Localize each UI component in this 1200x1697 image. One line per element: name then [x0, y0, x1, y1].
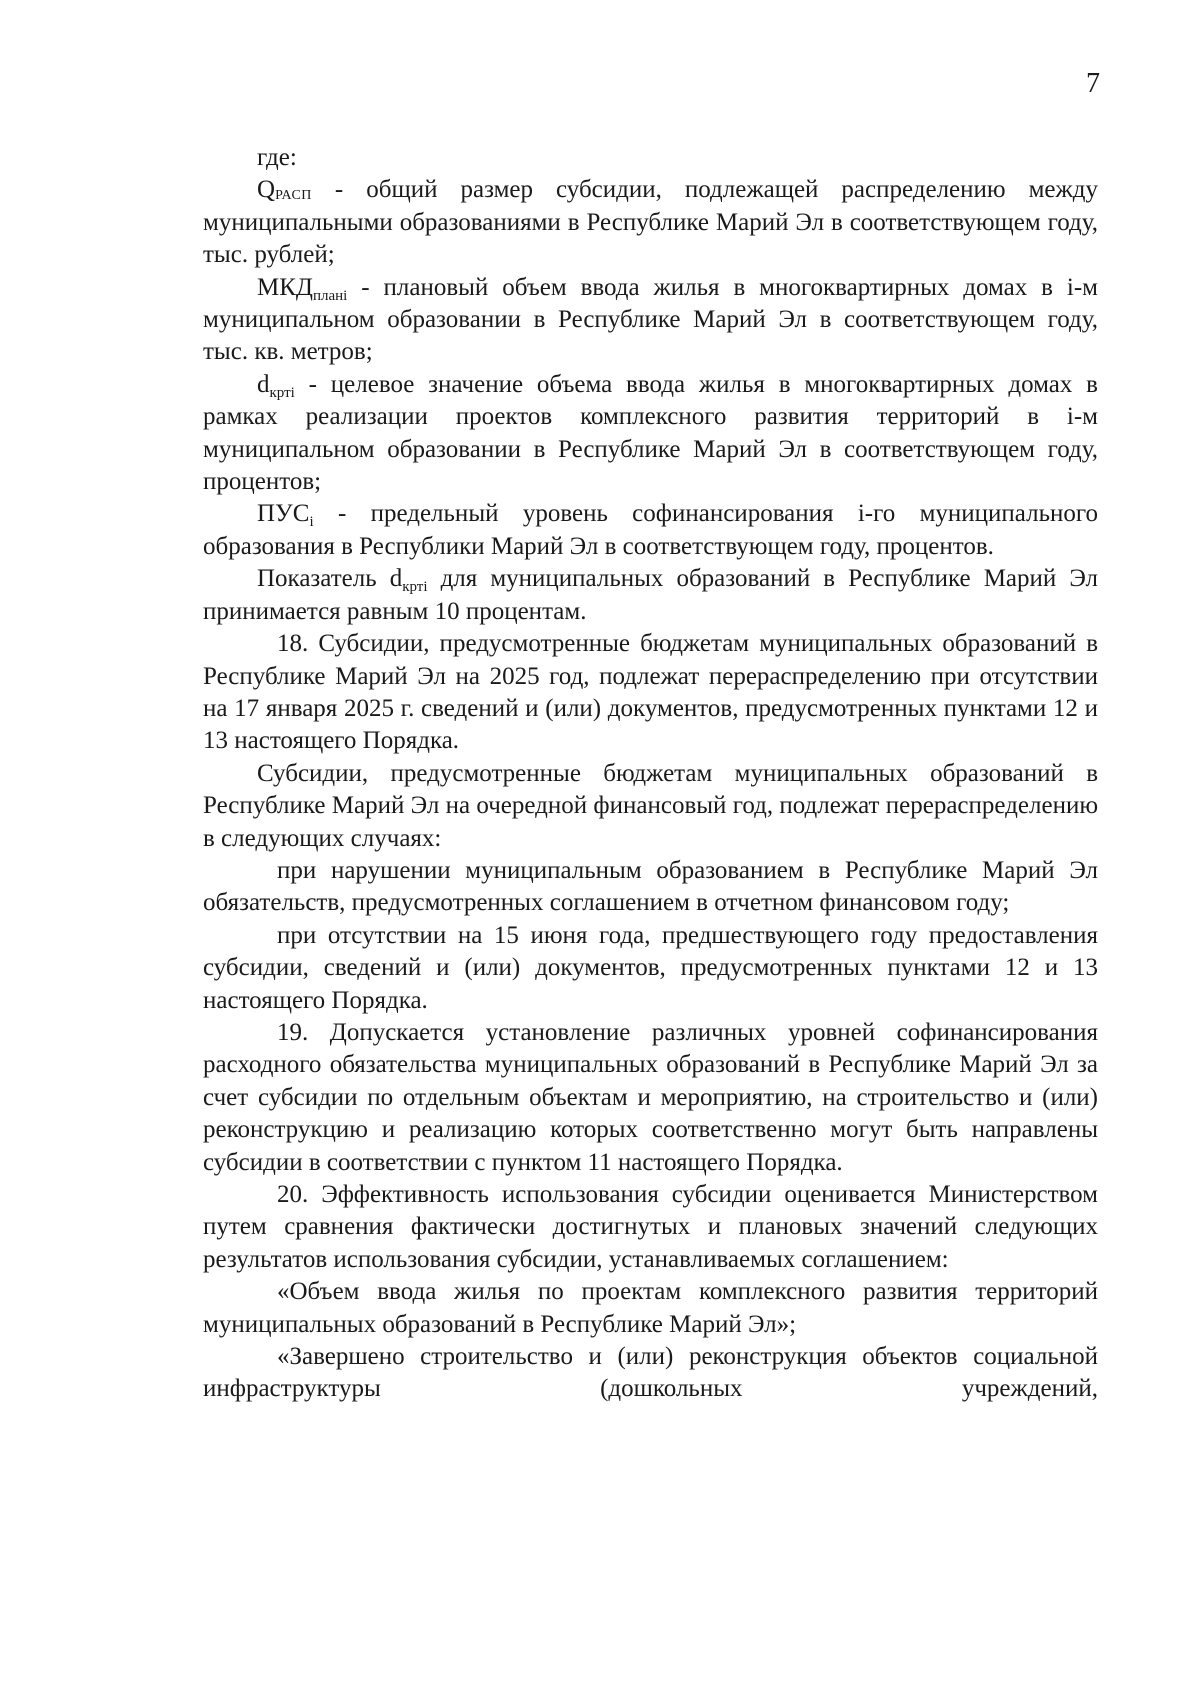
definition-subscript: кртi [269, 384, 295, 401]
definition-subscript: РАСП [275, 188, 312, 204]
indicator-paragraph [203, 563, 1098, 628]
definition-symbol: d [257, 370, 270, 398]
indicator-pre: Показатель d [257, 565, 403, 593]
result-indicator-housing: «Объем ввода жилья по проектам комплексного развития территорий муниципальных образований в Республике Марий Эл»; [203, 1278, 1098, 1338]
indicator-subscript: кртi [402, 579, 428, 596]
result-indicator-infrastructure: «Завершено строительство и (или) реконструкция объектов социальной инфраструктуры (дошкольных учреждений, [203, 1343, 1098, 1403]
paragraph-18-case-absence: при отсутствии на 15 июня года, предшествующего году предоставления субсидии, сведений и (или) документов, предусмотренных пунктами 12 и 13 настоящего Порядка. [203, 921, 1098, 1014]
definition-symbol: ПУС [257, 500, 310, 528]
definition-text: - плановый объем ввода жилья в многоквартирных домах в i-м муниципальном образовании в Республике Марий Эл в соответствующем году, тыс. кв. метров; [203, 273, 1098, 366]
definition-pus [203, 498, 1098, 563]
definition-subscript: планi [312, 287, 348, 304]
definition-text: - предельный уровень софинансирования i-го муниципального образования в Республики Марий Эл в соответствующем году, процентов. [203, 500, 1098, 560]
indicator-post: для муниципальных образований в Республике Марий Эл принимается равным 10 процентам. [203, 565, 1098, 625]
paragraph-20: 20. Эффективность использования субсидии оценивается Министерством путем сравнения фактически достигнутых и плановых значений следующих результатов использования субсидии, устанавливаемых соглашением: [203, 1181, 1098, 1273]
document-body [203, 142, 1098, 1406]
page-number: 7 [1086, 68, 1100, 99]
paragraph-18: 18. Субсидии, предусмотренные бюджетам муниципальных образований в Республике Марий Эл на 2025 год, подлежат перераспределению при отсутствии на 17 января 2025 г. сведений и (или) документов, предусмотренных пунктами 12 и 13 настоящего Порядка. [203, 630, 1098, 755]
definition-subscript: i [309, 514, 314, 531]
definition-symbol: Q [257, 176, 276, 204]
paragraph-19: 19. Допускается установление различных уровней софинансирования расходного обязательства муниципальных образований в Республике Марий Эл за счет субсидии по отдельным объектам и мероприятию, на строительство и (или) реконструкцию и реализацию которых соответственно могут быть направлены субсидии в соответствии с пунктом 11 настоящего Порядка. [203, 1018, 1098, 1176]
where-label: где: [257, 144, 297, 171]
definition-mkd-plan [203, 272, 1098, 369]
definition-text: - целевое значение объема ввода жилья в многоквартирных домах в рамках реализации проектов комплексного развития территорий в i-м муниципальном образовании в Республике Марий Эл в соответствующем году, процентов; [203, 370, 1098, 496]
paragraph-18-subsidies: Субсидии, предусмотренные бюджетам муниципальных образований в Республике Марий Эл на очередной финансовый год, подлежат перераспределению в следующих случаях: [203, 759, 1098, 852]
definition-d-krt [203, 369, 1098, 499]
definition-q-rasp [203, 174, 1098, 271]
definition-text: - общий размер субсидии, подлежащей распределению между муниципальными образованиями в Республике Марий Эл в соответствующем году, тыс. рублей; [203, 176, 1098, 269]
paragraph-18-case-violation: при нарушении муниципальным образованием в Республике Марий Эл обязательств, предусмотренных соглашением в отчетном финансовом году; [203, 856, 1098, 917]
definition-symbol: МКД [257, 273, 313, 301]
